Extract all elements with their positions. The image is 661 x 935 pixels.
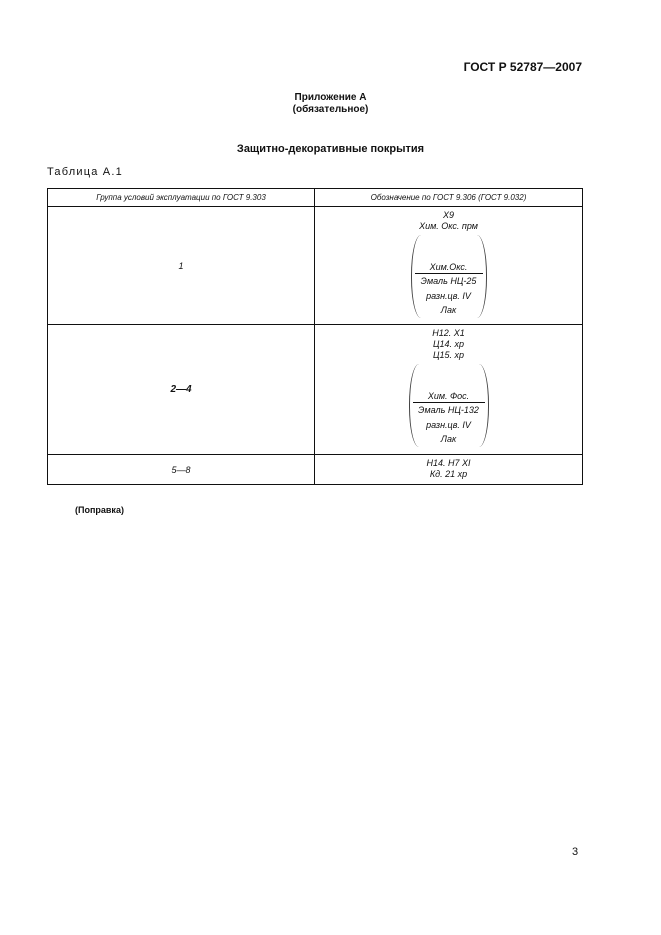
- designation-line: Хим. Окс. прм: [419, 221, 478, 231]
- table-row: [48, 325, 583, 455]
- designation-cell: [315, 325, 583, 455]
- designation-line: Ц14. хр: [432, 339, 465, 349]
- designation-line: Х9: [442, 210, 454, 220]
- column-header-designation: Обозначение по ГОСТ 9.306 (ГОСТ 9.032): [315, 189, 583, 207]
- amendment-note: (Поправка): [75, 505, 124, 515]
- page-number: 3: [572, 846, 579, 858]
- finish-layer: Лак: [440, 434, 457, 444]
- color-class: разн.цв. IV: [426, 420, 471, 430]
- standard-code: ГОСТ Р 52787—2007: [463, 60, 582, 74]
- appendix-title: Приложение А: [294, 92, 367, 103]
- designation-line: Н12. Х1: [432, 328, 465, 338]
- color-class: разн.цв. IV: [426, 291, 471, 301]
- table-caption: Таблица А.1: [47, 166, 123, 178]
- group-cell: 2—4: [48, 325, 315, 455]
- fraction-denominator: Эмаль НЦ-25: [420, 276, 477, 286]
- designation-line: Н14. Н7 XI: [426, 458, 471, 468]
- group-cell: 5—8: [48, 455, 315, 485]
- designation-line: Ц15. хр: [432, 350, 465, 360]
- column-header-group: Группа условий эксплуатации по ГОСТ 9.303: [48, 189, 315, 207]
- fraction-numerator: Хим. Фос.: [413, 390, 485, 403]
- designation-line: Кд. 21 хр: [429, 469, 468, 479]
- coatings-table: [47, 188, 583, 485]
- designation-cell: [315, 207, 583, 325]
- table-row: [48, 455, 583, 485]
- appendix-note: (обязательное): [292, 104, 369, 115]
- bracket-group: [411, 235, 487, 318]
- fraction-denominator: Эмаль НЦ-132: [418, 405, 479, 415]
- finish-layer: Лак: [440, 305, 457, 315]
- group-cell: 1: [48, 207, 315, 325]
- section-title: Защитно-декоративные покрытия: [236, 143, 425, 155]
- table-row: [48, 207, 583, 325]
- table-header-row: [48, 189, 583, 207]
- bracket-group: [409, 364, 489, 447]
- fraction-numerator: Хим.Окс.: [415, 261, 483, 274]
- designation-cell: [315, 455, 583, 485]
